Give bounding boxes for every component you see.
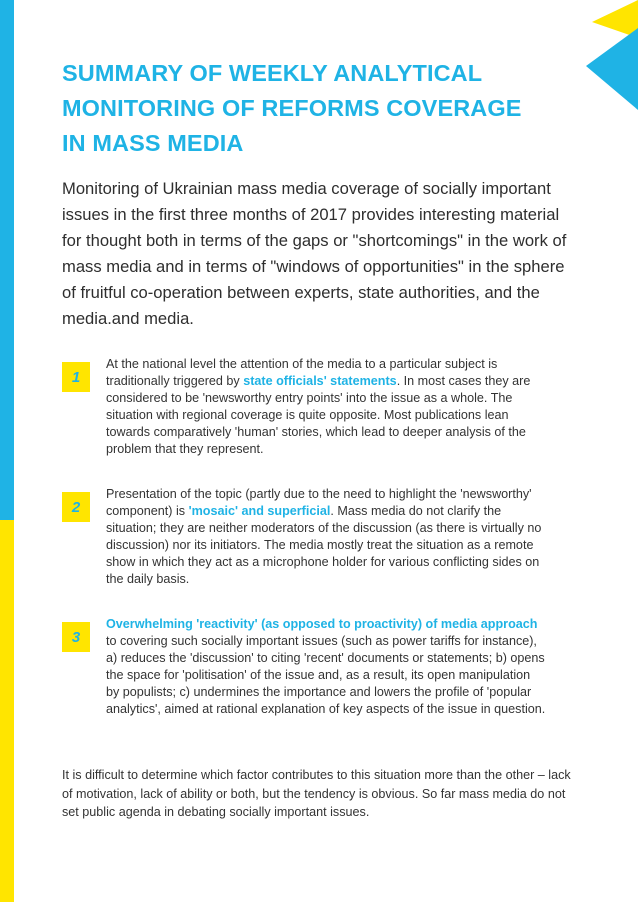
item-highlight: state officials' statements <box>243 374 397 388</box>
item-number-badge: 3 <box>62 622 90 652</box>
item-text-after: to covering such socially important issues (such as power tariffs for instance), a) reduces the 'discussion' to citing 'recent' documents or statements; b) opens the space for 'politisation' of the issue and, as a result, its open manipulation by populists; c) undermines the importance and lowers the profile of 'popular analytics', aimed at rational explanation of key aspects of the issue in question. <box>106 634 546 716</box>
title-line-1: SUMMARY OF WEEKLY ANALYTICAL <box>62 60 483 86</box>
lead-paragraph: Monitoring of Ukrainian mass media coverage of socially important issues in the first three months of 2017 provides interesting material for thought both in terms of the gaps or "shortcomings" in the work of mass media and in terms of "windows of opportunities" in the sphere of fruitful co-operation between experts, state authorities, and the media.and media. <box>62 179 567 328</box>
item-text <box>106 486 546 588</box>
item-number-badge: 2 <box>62 492 90 522</box>
item-text <box>106 616 546 718</box>
page-title <box>62 56 582 161</box>
closing-paragraph: It is difficult to determine which factor contributes to this situation more than the other – lack of motivation, lack of ability or both, but the tendency is obvious. So far mass media do not set public agenda in debating socially important issues. <box>62 768 571 819</box>
title-line-3: IN MASS MEDIA <box>62 130 244 156</box>
item-highlight: Overwhelming 'reactivity' (as opposed to proactivity) of media approach <box>106 617 538 631</box>
item-text-before: Presentation of the topic (partly due to the need to highlight the 'newsworthy' component) is <box>106 487 532 518</box>
item-text-after: . In most cases they are considered to be 'newsworthy entry points' into the issue as a whole. The situation with regional coverage is quite opposite. Most publications lean towards comparatively 'human' stories, which lead to deeper analysis of the problem that they represent. <box>106 374 531 456</box>
left-accent-bar-yellow <box>0 520 14 902</box>
item-text <box>106 356 546 458</box>
title-line-2: MONITORING OF REFORMS COVERAGE <box>62 95 522 121</box>
item-text-before: At the national level the attention of the media to a particular subject is traditionally triggered by <box>106 357 498 388</box>
item-text-after: . Mass media do not clarify the situation; they are neither moderators of the discussion (as there is virtually no discussion) nor its initiators. The media mostly treat the situation as a remote show in which they act as a microphone holder for various conflicting sides on the daily basis. <box>106 504 542 586</box>
left-accent-bar-blue <box>0 0 14 520</box>
item-number-badge: 1 <box>62 362 90 392</box>
item-highlight: 'mosaic' and superficial <box>188 504 331 518</box>
corner-triangle-decoration <box>578 0 638 120</box>
